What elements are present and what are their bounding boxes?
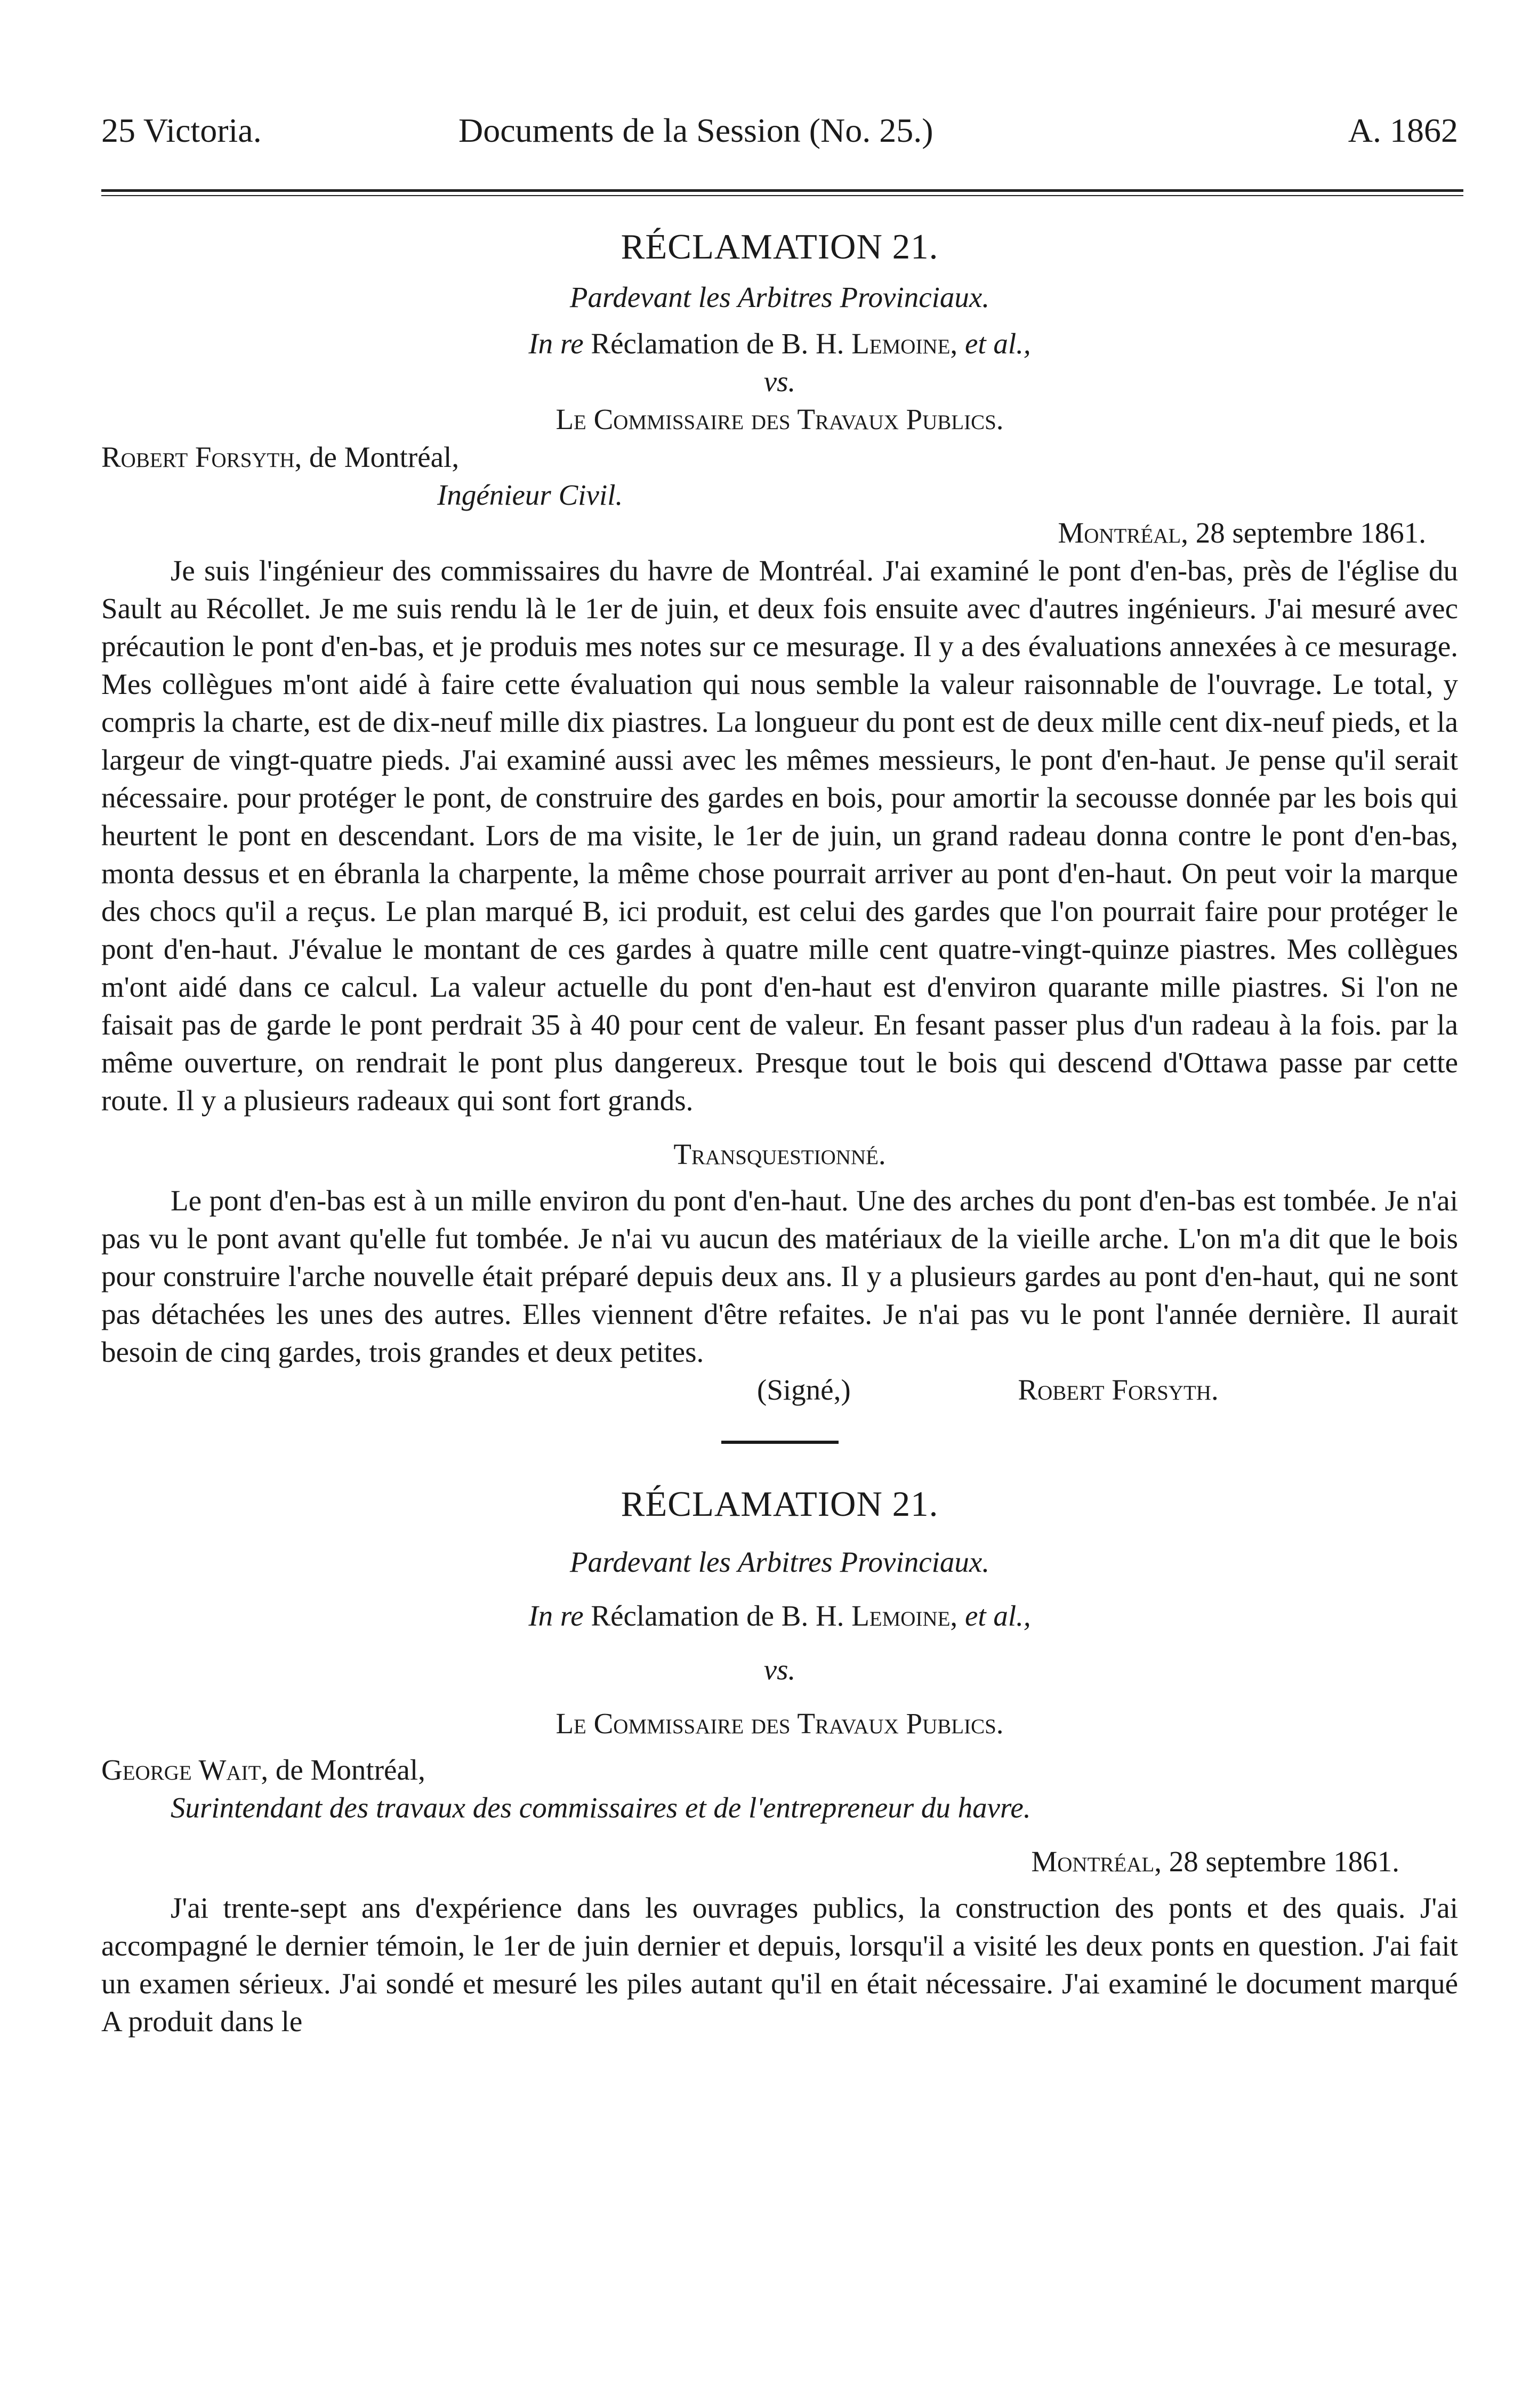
in-re-prefix: In re [528,1599,584,1632]
signature-line [101,1371,1458,1409]
section-separator [721,1441,839,1444]
in-re-prefix: In re [528,327,584,360]
dateline-place: Montréal, [1058,516,1188,549]
in-re-line [101,1597,1458,1635]
in-re-text: Réclamation de B. H. [591,327,844,360]
signature-name: Robert Forsyth. [1018,1373,1219,1406]
in-re-text: Réclamation de B. H. [591,1599,844,1632]
witness-line [101,438,1458,476]
signature-label: (Signé,) [757,1373,851,1406]
witness-title: Ingénieur Civil. [437,479,623,511]
tribunal-line: Pardevant les Arbitres Provinciaux. [569,281,990,313]
document-body [101,224,1458,2040]
in-re-claimant: Lemoine, [851,1599,958,1632]
header-rule-thick [101,189,1463,192]
header-rule-thin [101,195,1463,196]
claim-section [101,1481,1458,2040]
claim-title: RÉCLAMATION 21. [621,1484,939,1524]
cross-examination-heading: Transquestionné. [673,1138,886,1170]
respondent-line: Le Commissaire des Travaux Publics. [555,1707,1004,1740]
dateline-place: Montréal, [1031,1845,1162,1878]
header-document-title: Documents de la Session (No. 25.) [458,111,933,149]
claim-section [101,224,1458,1409]
testimony-paragraph: Je suis l'ingénieur des commissaires du havre de Montréal. J'ai examiné le pont d'en-bas, près de l'église du Sault au Récollet. Je me suis rendu là le 1er de juin, et deux fois ensuite avec d'autres ingénieurs. J'ai mesuré avec précaution le pont d'en-bas, et je produis mes notes sur ce mesurage. Il y a des évaluations annexées à ce mesurage. Mes collègues m'ont aidé à faire cette évaluation qui nous semble la valeur raisonnable de l'ouvrage. Le total, y compris la charte, est de dix-neuf mille dix piastres. La longueur du pont est de deux mille cent dix-neuf pieds, et la largeur de vingt-quatre pieds. J'ai examiné aussi avec les mêmes messieurs, le pont d'en-haut. Je pense qu'il serait nécessaire. pour protéger le pont, de construire des gardes en bois, pour amortir la secousse donnée par les bois qui heurtent le pont en descendant. Lors de ma visite, le 1er de juin, un grand radeau donna contre le pont d'en-bas, monta dessus et en ébranla la charpente, la même chose pourrait arriver au pont d'en-haut. On peut voir la marque des chocs qu'il a reçus. Le plan marqué B, ici produit, est celui des gardes que l'on pourrait faire pour protéger le pont d'en-haut. J'évalue le montant de ces gardes à quatre mille cent quatre-vingt-quinze piastres. Mes collègues m'ont aidé dans ce calcul. La valeur actuelle du pont d'en-haut est d'environ quarante mille piastres. Si l'on ne faisait pas de garde le pont perdrait 35 à 40 pour cent de valeur. En fesant passer plus d'un radeau à la fois. par la même ouverture, on rendrait le pont plus dangereux. Presque tout le bois qui descend d'Ottawa passe par cette route. Il y a plusieurs radeaux qui sont fort grands. [101,554,1458,1117]
witness-origin: de Montréal, [275,1754,425,1786]
versus-line: vs. [763,1653,796,1686]
header-session-volume: 25 Victoria. [101,111,262,149]
witness-line [101,1751,1458,1789]
witness-name: George Wait, [101,1754,269,1786]
witness-origin: de Montréal, [309,441,460,473]
cross-examination-paragraph: Le pont d'en-bas est à un mille environ du pont d'en-haut. Une des arches du pont d'en-bas est tombée. Je n'ai pas vu le pont avant qu'elle fut tombée. Je n'ai vu aucun des matériaux de la vieille arche. L'on m'a dit que le bois pour construire l'arche nouvelle était préparé depuis deux ans. Il y a plusieurs gardes au pont d'en-haut, qui ne sont pas détachées les unes des autres. Elles viennent d'être refaites. Je n'ai pas vu le pont l'année dernière. Il aurait besoin de cinq gardes, trois grandes et deux petites. [101,1184,1458,1368]
respondent-line: Le Commissaire des Travaux Publics. [555,403,1004,435]
witness-title: Surintendant des travaux des commissaires et de l'entrepreneur du havre. [171,1791,1031,1824]
header-year: A. 1862 [1348,111,1458,149]
in-re-etal: et al., [964,327,1031,360]
tribunal-line: Pardevant les Arbitres Provinciaux. [569,1546,990,1578]
claim-title: RÉCLAMATION 21. [621,227,939,266]
in-re-line [101,325,1458,362]
dateline-date: 28 septembre 1861. [1169,1845,1399,1878]
running-header [101,101,1458,160]
in-re-claimant: Lemoine, [851,327,958,360]
witness-name: Robert Forsyth, [101,441,302,473]
in-re-etal: et al., [964,1599,1031,1632]
versus-line: vs. [763,365,796,398]
testimony-paragraph: J'ai trente-sept ans d'expérience dans les ouvrages publics, la construction des ponts et des quais. J'ai accompagné le dernier témoin, le 1er de juin dernier et depuis, lorsqu'il a visité les deux ponts en question. J'ai fait un examen sérieux. J'ai sondé et mesuré les piles autant qu'il en était nécessaire. J'ai examiné le document marqué A produit dans le [101,1892,1458,2038]
dateline [101,1843,1458,1880]
dateline [101,514,1458,552]
dateline-date: 28 septembre 1861. [1195,516,1426,549]
